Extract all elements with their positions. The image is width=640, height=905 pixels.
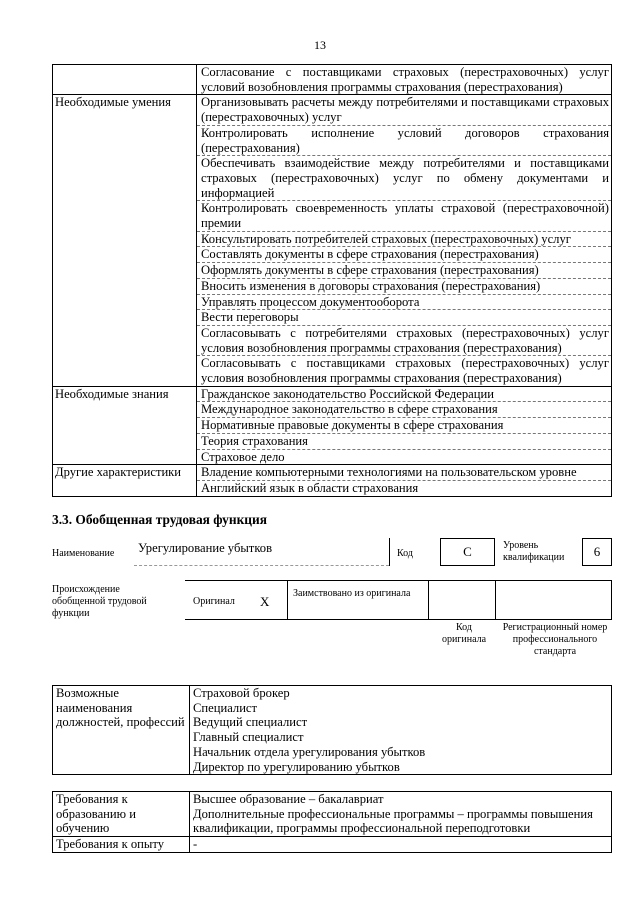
- requirements-table: [52, 791, 612, 853]
- row-label: [53, 231, 197, 247]
- row-text: Управлять процессом документооборота: [197, 294, 612, 310]
- position-item: Директор по урегулированию убытков: [193, 759, 400, 774]
- row-label: Другие характеристики: [53, 465, 197, 481]
- row-label: [53, 449, 197, 465]
- positions-label: Возможные наименования должностей, профессий: [53, 686, 190, 775]
- row-label: [53, 278, 197, 294]
- row-text: Оформлять документы в сфере страхования (перестрахования): [197, 263, 612, 279]
- row-text: Английский язык в области страхования: [197, 480, 612, 496]
- row-text: Обеспечивать взаимодействие между потребителями и поставщиками страховых (перестраховочных) услуг по обмену документами и информацией: [197, 156, 612, 201]
- name-underline: [134, 565, 389, 566]
- origin-divider-3: [495, 580, 496, 620]
- skills-knowledge-table: [52, 64, 612, 497]
- position-item: Главный специалист: [193, 730, 304, 745]
- row-text: Международное законодательство в сфере страхования: [197, 402, 612, 418]
- experience-line: -: [193, 837, 198, 852]
- row-label: [53, 480, 197, 496]
- level-value: 6: [593, 544, 601, 559]
- row-text: Составлять документы в сфере страхования (перестрахования): [197, 247, 612, 263]
- row-label: Необходимые знания: [53, 386, 197, 402]
- row-text: Контролировать исполнение условий договоров страхования (перестрахования): [197, 125, 612, 155]
- row-text: Страховое дело: [197, 449, 612, 465]
- row-label: [53, 325, 197, 355]
- row-label: [53, 247, 197, 263]
- education-line: Дополнительные профессиональные программы – программы повышения квалификации, программы профессиональной переподготовки: [193, 806, 593, 836]
- original-mark: X: [260, 594, 270, 609]
- row-label: [53, 310, 197, 326]
- origin-label: Происхождение обобщенной трудовой функции: [52, 584, 147, 619]
- row-text: Контролировать своевременность уплаты страховой (перестраховочной) премии: [197, 201, 612, 231]
- row-label: [53, 402, 197, 418]
- reg-number-label: Регистрационный номер профессионального стандарта: [502, 622, 608, 657]
- position-item: Начальник отдела урегулирования убытков: [193, 744, 426, 759]
- row-label: [53, 433, 197, 449]
- original-label: Оригинал: [193, 596, 235, 607]
- name-box-edge: [389, 538, 390, 566]
- row-text: Организовывать расчеты между потребителями и поставщиками страховых (перестраховочных) услуг: [197, 95, 612, 125]
- row-label: [53, 418, 197, 434]
- row-text: Согласование с поставщиками страховых (перестраховочных) услуг условий возобновления программы страхования (перестрахования): [197, 65, 612, 95]
- row-label: [53, 294, 197, 310]
- row-label: Необходимые умения: [53, 95, 197, 125]
- education-label: Требования к образованию и обучению: [53, 792, 190, 837]
- positions-table: [52, 685, 612, 775]
- row-text: Вести переговоры: [197, 310, 612, 326]
- section-heading: 3.3. Обобщенная трудовая функция: [52, 512, 267, 527]
- row-label: [53, 201, 197, 231]
- position-item: Ведущий специалист: [193, 715, 308, 730]
- experience-label: Требования к опыту: [53, 837, 190, 853]
- row-label: [53, 65, 197, 95]
- row-text: Нормативные правовые документы в сфере страхования: [197, 418, 612, 434]
- origin-divider-1: [287, 580, 288, 620]
- name-label: Наименование: [52, 548, 115, 559]
- row-text: Согласовывать с поставщиками страховых (перестраховочных) услуг условия возобновления программы страхования (перестрахования): [197, 356, 612, 386]
- origin-row: [185, 580, 612, 620]
- row-label: [53, 156, 197, 201]
- row-text: Согласовывать с потребителями страховых (перестраховочных) услуг условия возобновления программы страхования (перестрахования): [197, 325, 612, 355]
- row-text: Теория страхования: [197, 433, 612, 449]
- row-label: [53, 356, 197, 386]
- row-text: Консультировать потребителей страховых (перестраховочных) услуг: [197, 231, 612, 247]
- position-item: Специалист: [193, 700, 258, 715]
- origin-divider-2: [428, 580, 429, 620]
- education-line: Высшее образование – бакалавриат: [193, 792, 384, 806]
- name-value: Урегулирование убытков: [138, 541, 273, 555]
- code-original-label: Код оригинала: [441, 622, 487, 645]
- code-label: Код: [397, 548, 413, 559]
- row-text: Гражданское законодательство Российской Федерации: [197, 386, 612, 402]
- row-text: Владение компьютерными технологиями на пользовательском уровне: [197, 465, 612, 481]
- row-label: [53, 125, 197, 155]
- borrowed-label: Заимствовано из оригинала: [293, 588, 411, 599]
- code-value: C: [463, 544, 472, 559]
- page-number: 13: [314, 38, 326, 52]
- row-label: [53, 263, 197, 279]
- row-text: Вносить изменения в договоры страхования (перестрахования): [197, 278, 612, 294]
- level-label: Уровень квалификации: [503, 540, 565, 563]
- position-item: Страховой брокер: [193, 686, 290, 700]
